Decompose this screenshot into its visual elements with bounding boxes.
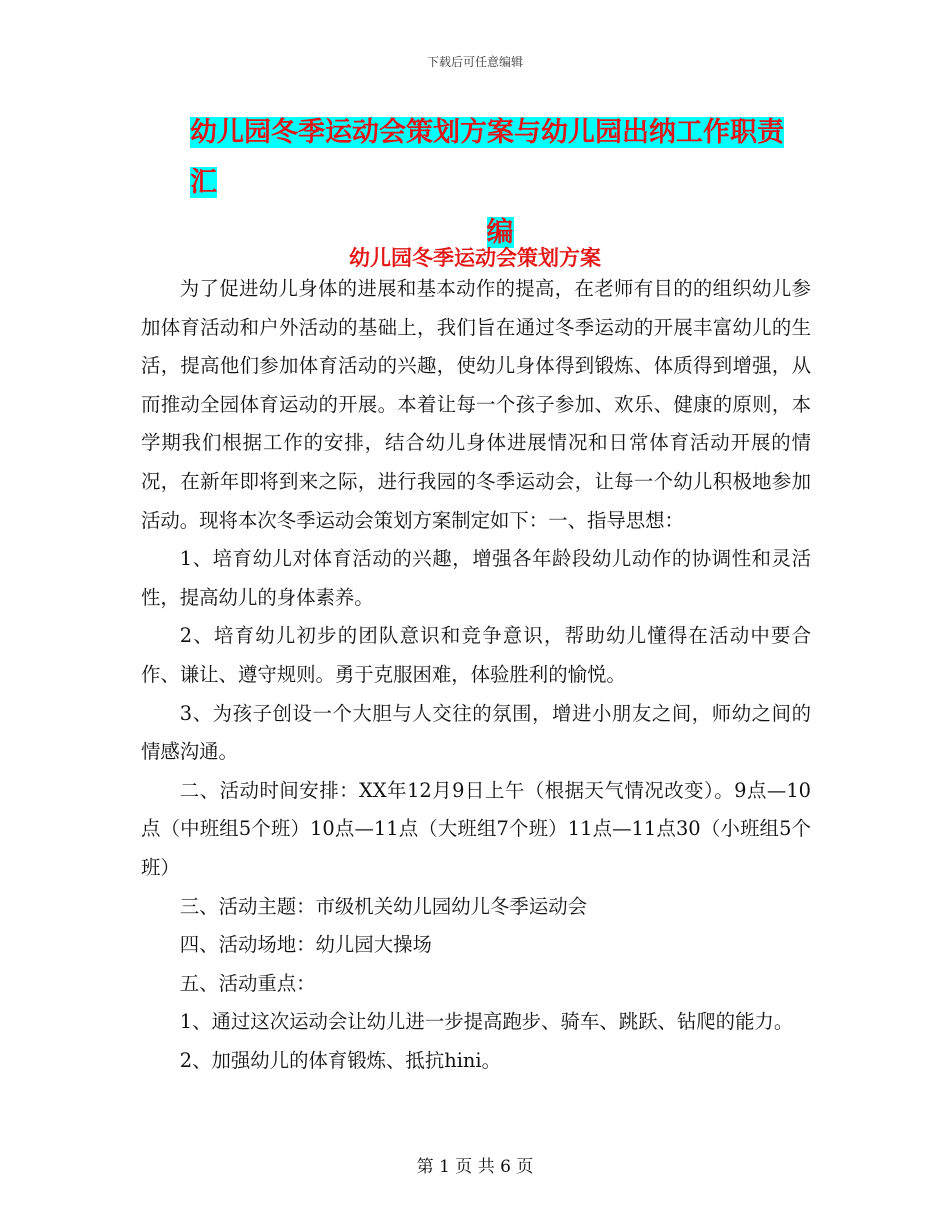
paragraph: 1、通过这次运动会让幼儿进一步提高跑步、骑车、跳跃、钻爬的能力。 bbox=[179, 1010, 794, 1034]
body-text bbox=[141, 270, 811, 1080]
page-footer: 第 1 页 共 6 页 bbox=[416, 1157, 534, 1177]
paragraph: 五、活动重点： bbox=[179, 971, 316, 995]
paragraph: 四、活动场地：幼儿园大操场 bbox=[179, 933, 432, 957]
paragraph: 3、为孩子创设一个大胆与人交往的氛围，增进小朋友之间，师幼之间的情感沟通。 bbox=[141, 701, 811, 764]
paragraph: 2、培育幼儿初步的团队意识和竞争意识，帮助幼儿懂得在活动中要合作、谦让、遵守规则。勇于克服困难，体验胜利的愉悦。 bbox=[141, 624, 811, 686]
main-title-line-1: 幼儿园冬季运动会策划方案与幼儿园出纳工作职责汇 bbox=[190, 117, 784, 198]
main-title-line-2: 编 bbox=[486, 217, 514, 248]
paragraph: 二、活动时间安排：XX年12月9日上午（根据天气情况改变）。9点—10点（中班组5个班）10点—11点（大班组7个班）11点—11点30（小班组5个班） bbox=[141, 778, 811, 879]
main-title bbox=[190, 108, 810, 258]
paragraph: 为了促进幼儿身体的进展和基本动作的提高，在老师有目的的组织幼儿参加体育活动和户外活动的基础上，我们旨在通过冬季运动的开展丰富幼儿的生活，提高他们参加体育活动的兴趣，使幼儿身体得到锻炼、体质得到增强，从而推动全园体育运动的开展。本着让每一个孩子参加、欢乐、健康的原则，本学期我们根据工作的安排，结合幼儿身体进展情况和日常体育活动开展的情况，在新年即将到来之际，进行我园的冬季运动会，让每一个幼儿积极地参加活动。现将本次冬季运动会策划方案制定如下：一、指导思想： bbox=[141, 277, 811, 532]
header-note: 下载后可任意编辑 bbox=[426, 55, 523, 69]
paragraph: 2、加强幼儿的体育锻炼、抵抗hini。 bbox=[179, 1048, 501, 1072]
paragraph: 1、培育幼儿对体育活动的兴趣，增强各年龄段幼儿动作的协调性和灵活性，提高幼儿的身体素养。 bbox=[141, 547, 811, 609]
paragraph: 三、活动主题：市级机关幼儿园幼儿冬季运动会 bbox=[179, 894, 587, 918]
section-title: 幼儿园冬季运动会策划方案 bbox=[349, 246, 601, 270]
